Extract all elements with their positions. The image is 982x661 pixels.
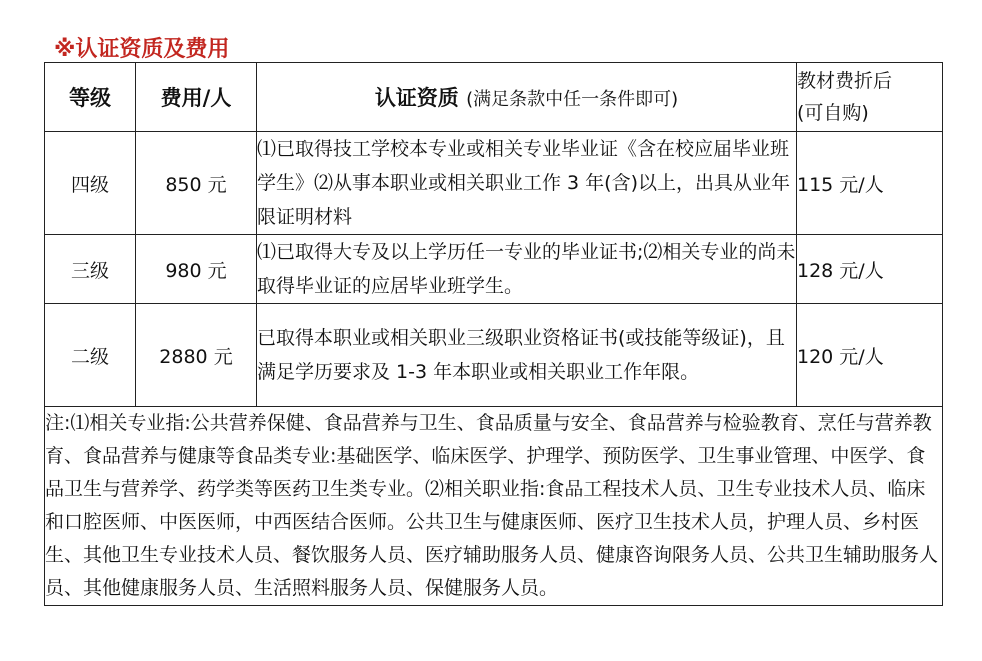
table-row (45, 304, 943, 407)
qualification-cell: ⑴已取得大专及以上学历任一专业的毕业证书;⑵相关专业的尚未取得毕业证的应居毕业班学生。 (257, 235, 797, 304)
header-qualification (257, 63, 797, 132)
fee-cell: 980 元 (136, 235, 257, 304)
note-cell: 注:⑴相关专业指:公共营养保健、食品营养与卫生、食品质量与安全、食品营养与检验教育、烹任与营养教育、食品营养与健康等食品类专业:基础医学、临床医学、护理学、预防医学、卫生事业管理、中医学、食品卫生与营养学、药学类等医药卫生类专业。⑵相关职业指:食品工程技术人员、卫生专业技术人员、临床和口腔医师、中医医师，中西医结合医师。公共卫生与健康医师、医疗卫生技术人员，护理人员、乡村医生、其他卫生专业技术人员、餐饮服务人员、医疗辅助服务人员、健康咨询限务人员、公共卫生辅助服务人员、其他健康服务人员、生活照料服务人员、保健服务人员。 (45, 407, 943, 606)
level-cell: 三级 (45, 235, 136, 304)
table-row (45, 235, 943, 304)
level-cell: 二级 (45, 304, 136, 407)
book-fee-cell: 128 元/人 (797, 235, 943, 304)
table-row (45, 132, 943, 235)
header-book-fee-line2: (可自购) (797, 102, 869, 124)
header-book-fee-line1: 教材费折后 (797, 70, 893, 92)
certification-fee-table (44, 62, 943, 606)
book-fee-cell: 120 元/人 (797, 304, 943, 407)
qualification-cell: ⑴已取得技工学校本专业或相关专业毕业证《含在校应届毕业班学生》⑵从事本职业或相关职业工作 3 年(含)以上，出具从业年限证明材料 (257, 132, 797, 235)
header-qualification-main: 认证资质 (374, 86, 459, 110)
fee-cell: 850 元 (136, 132, 257, 235)
header-qualification-sub: (满足条款中任一条件即可) (466, 89, 679, 110)
header-level: 等级 (45, 63, 136, 132)
header-fee: 费用/人 (136, 63, 257, 132)
header-book-fee (797, 63, 943, 132)
header-row (45, 63, 943, 132)
page-title: ※认证资质及费用 (54, 37, 230, 62)
level-cell: 四级 (45, 132, 136, 235)
book-fee-cell: 115 元/人 (797, 132, 943, 235)
fee-cell: 2880 元 (136, 304, 257, 407)
qualification-cell: 已取得本职业或相关职业三级职业资格证书(或技能等级证)，且满足学历要求及 1-3 年本职业或相关职业工作年限。 (257, 304, 797, 407)
note-row (45, 407, 943, 606)
